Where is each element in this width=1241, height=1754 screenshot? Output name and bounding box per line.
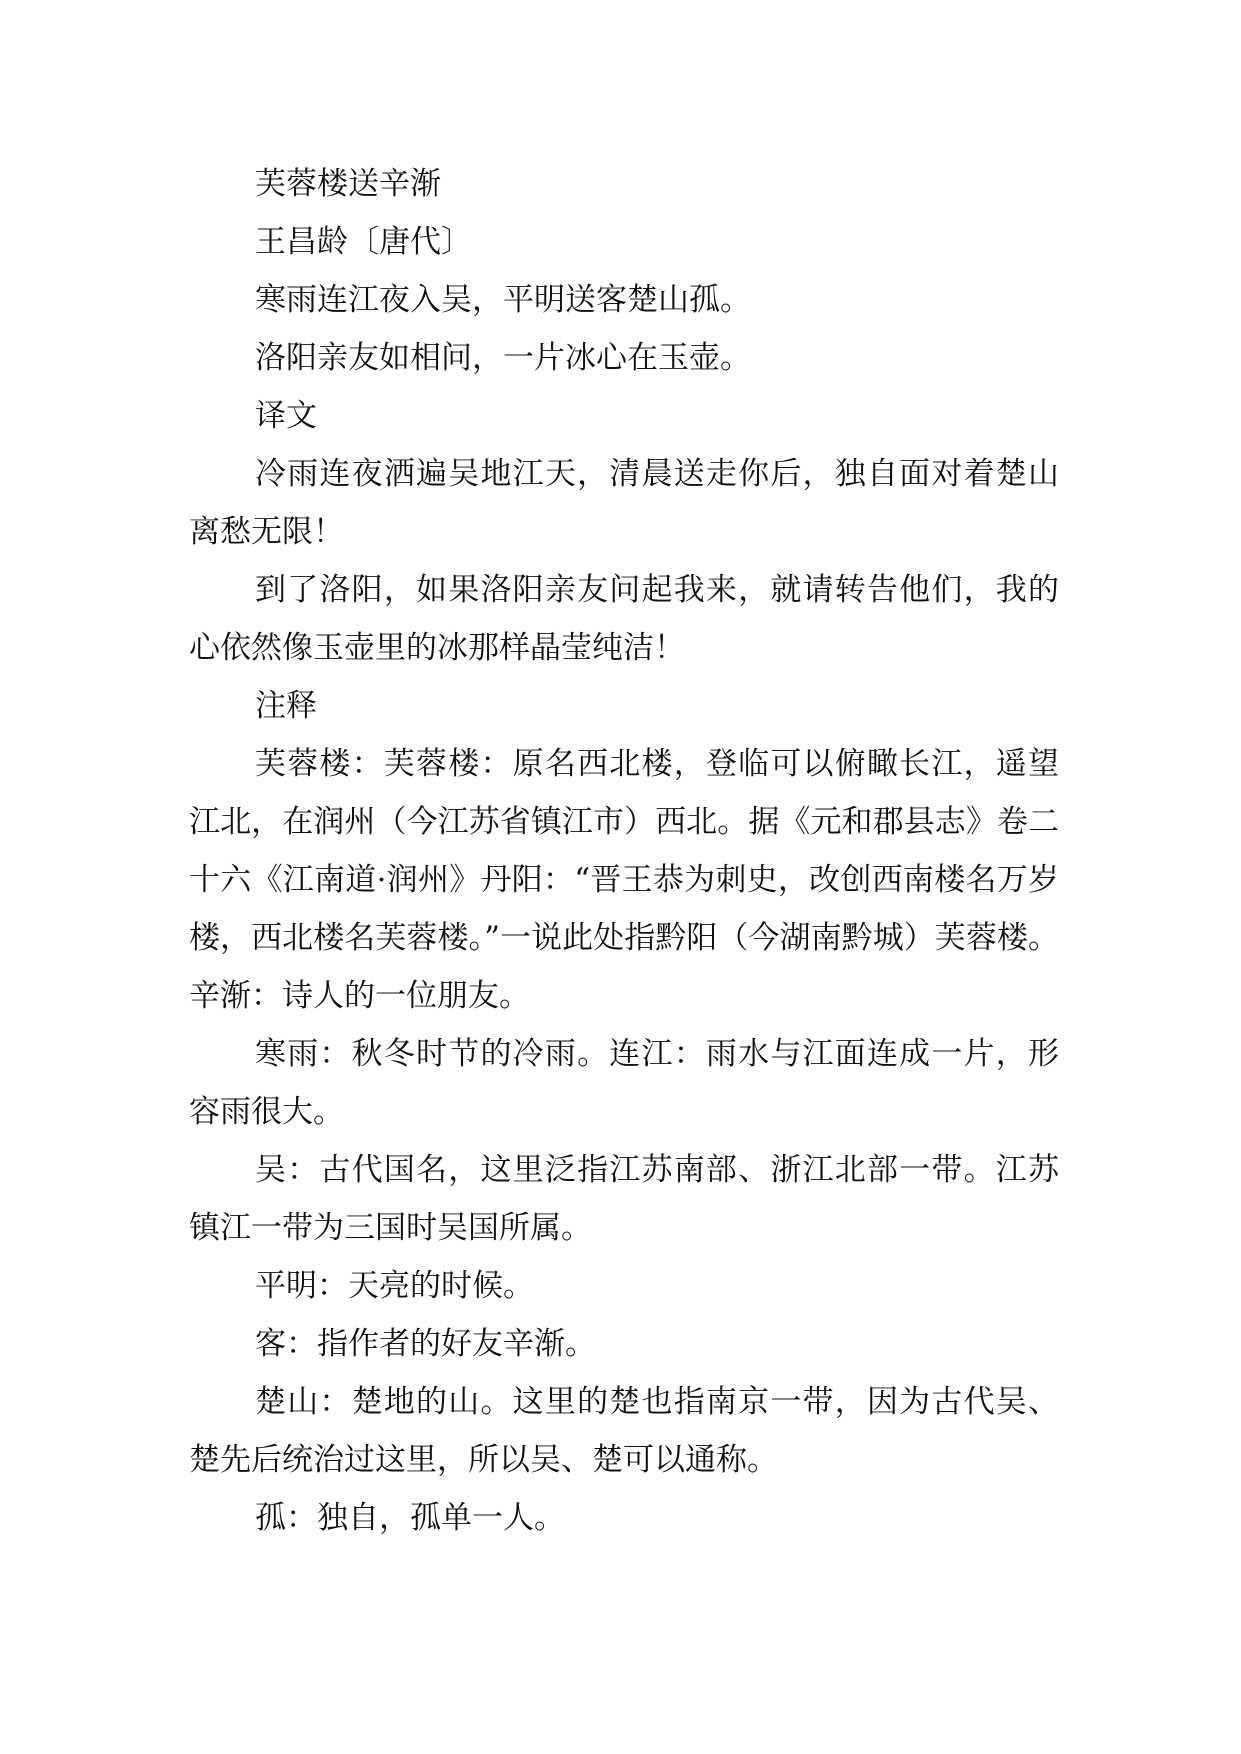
note-paragraph: 寒雨：秋冬时节的冷雨。连江：雨水与江面连成一片，形容雨很大。	[189, 1036, 1059, 1130]
translation-heading: 译文	[255, 398, 317, 434]
notes-heading: 注释	[255, 688, 317, 724]
note-paragraph: 芙蓉楼：芙蓉楼：原名西北楼，登临可以俯瞰长江，遥望江北，在润州（今江苏省镇江市）西北。据《元和郡县志》卷二十六《江南道·润州》丹阳：“晋王恭为刺史，改创西南楼名万岁楼，西北楼名芙蓉楼。”一说此处指黔阳（今湖南黔城）芙蓉楼。辛渐：诗人的一位朋友。	[189, 746, 1059, 1014]
note-paragraph: 楚山：楚地的山。这里的楚也指南京一带，因为古代吴、楚先后统治过这里，所以吴、楚可以通称。	[189, 1384, 1059, 1478]
poem-line: 洛阳亲友如相问，一片冰心在玉壶。	[255, 340, 751, 376]
document-body	[189, 155, 1059, 1547]
poem-author: 王昌龄〔唐代〕	[255, 224, 472, 260]
note-paragraph: 吴：古代国名，这里泛指江苏南部、浙江北部一带。江苏镇江一带为三国时吴国所属。	[189, 1152, 1059, 1246]
poem-title: 芙蓉楼送辛渐	[255, 166, 441, 202]
note-paragraph: 孤：独自，孤单一人。	[255, 1500, 565, 1536]
note-paragraph: 客：指作者的好友辛渐。	[255, 1326, 596, 1362]
poem-line: 寒雨连江夜入吴，平明送客楚山孤。	[255, 282, 751, 318]
note-paragraph: 平明：天亮的时候。	[255, 1268, 534, 1304]
translation-paragraph: 冷雨连夜洒遍吴地江天，清晨送走你后，独自面对着楚山离愁无限！	[189, 456, 1059, 550]
translation-paragraph: 到了洛阳，如果洛阳亲友问起我来，就请转告他们，我的心依然像玉壶里的冰那样晶莹纯洁！	[189, 572, 1059, 666]
